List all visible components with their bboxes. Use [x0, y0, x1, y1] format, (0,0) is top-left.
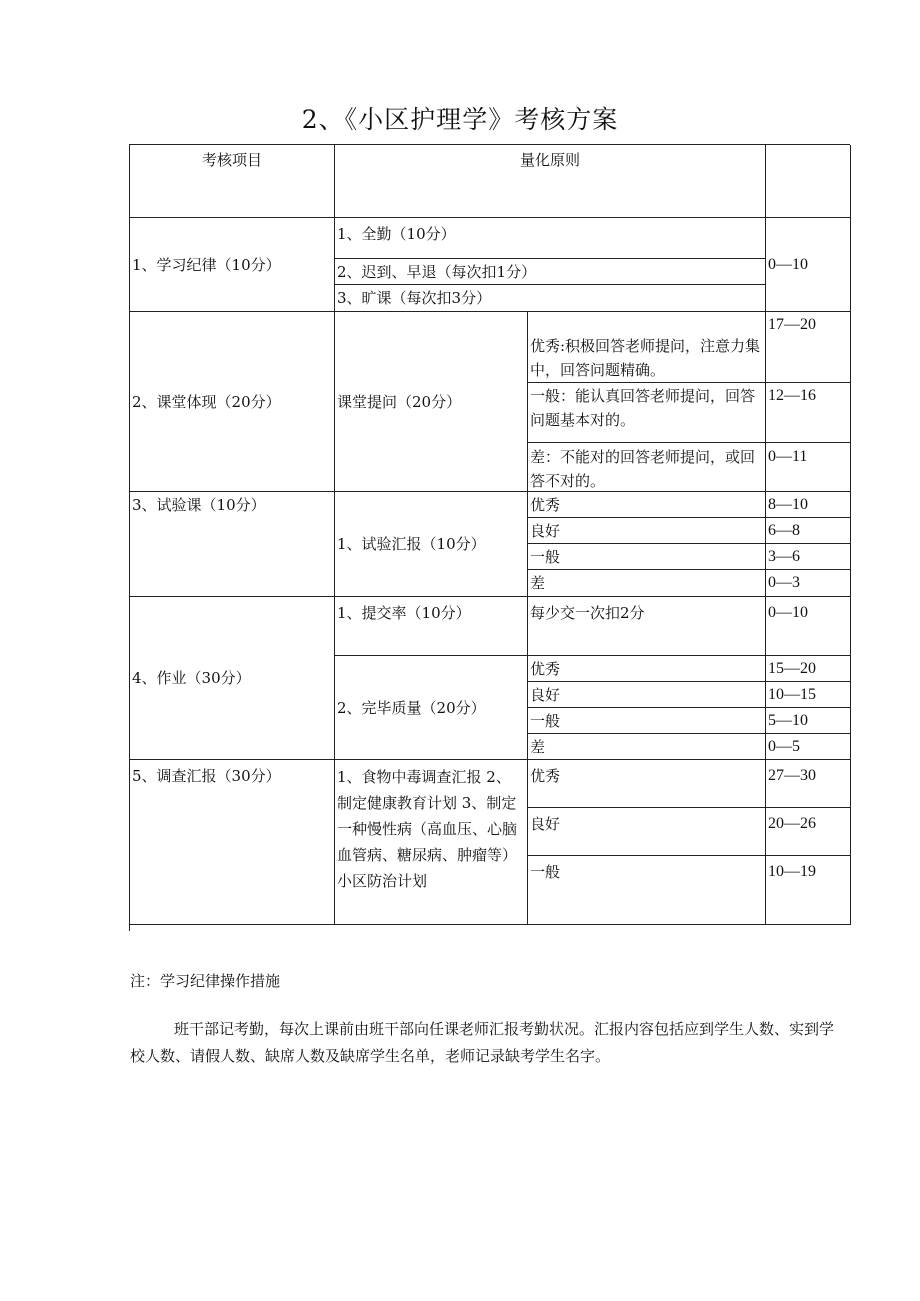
homework-level-desc: 良好 — [528, 682, 766, 708]
classroom-level-desc: 一般：能认真回答老师提问，回答问题基本对的。 — [528, 383, 766, 443]
homework-level-score: 10—15 — [766, 682, 851, 708]
section-survey: 5、调查汇报（30分） — [130, 760, 335, 925]
note-heading: 注：学习纪律操作措施 — [130, 972, 281, 990]
classroom-level-score: 12—16 — [766, 383, 851, 443]
homework-level-desc: 差 — [528, 734, 766, 760]
classroom-level-desc: 差：不能对的回答老师提问，或回答不对的。 — [528, 443, 766, 492]
lab-level-desc: 一般 — [528, 544, 766, 570]
section-classroom: 2、课堂体现（20分） — [130, 312, 335, 492]
homework-submission-desc: 每少交一次扣2分 — [528, 597, 766, 656]
lab-level-score: 0—3 — [766, 570, 851, 597]
survey-level-score: 10—19 — [766, 856, 851, 925]
homework-submission-score: 0—10 — [766, 597, 851, 656]
discipline-row-3: 3、旷课（每次扣3分） — [335, 285, 766, 312]
header-score — [766, 145, 851, 218]
classroom-level-score: 17—20 — [766, 312, 851, 383]
header-item: 考核项目 — [130, 145, 335, 218]
assessment-table — [129, 144, 850, 931]
homework-level-desc: 一般 — [528, 708, 766, 734]
lab-sub: 1、试验汇报（10分） — [335, 492, 528, 597]
discipline-row-1: 1、全勤（10分） — [335, 218, 766, 259]
survey-level-score: 27—30 — [766, 760, 851, 808]
survey-level-score: 20—26 — [766, 808, 851, 856]
homework-level-desc: 优秀 — [528, 656, 766, 682]
lab-level-score: 8—10 — [766, 492, 851, 518]
note-paragraph: 班干部记考勤，每次上课前由班干部向任课老师汇报考勤状况。汇报内容包括应到学生人数、实到学校人数、请假人数、缺席人数及缺席学生名单，老师记录缺考学生名字。 — [130, 1020, 835, 1065]
lab-level-score: 6—8 — [766, 518, 851, 544]
homework-level-score: 5—10 — [766, 708, 851, 734]
lab-level-desc: 优秀 — [528, 492, 766, 518]
lab-level-desc: 良好 — [528, 518, 766, 544]
survey-sub: 1、食物中毒调查汇报 2、制定健康教育计划 3、制定一种慢性病（高血压、心脑血管病、糖尿病、肿瘤等）小区防治计划 — [335, 760, 528, 925]
survey-level-desc: 优秀 — [528, 760, 766, 808]
discipline-score: 0—10 — [766, 218, 851, 312]
header-principle: 量化原则 — [335, 145, 766, 218]
homework-level-score: 0—5 — [766, 734, 851, 760]
lab-level-score: 3—6 — [766, 544, 851, 570]
lab-level-desc: 差 — [528, 570, 766, 597]
discipline-row-2: 2、迟到、早退（每次扣1分） — [335, 259, 766, 285]
classroom-level-desc: 优秀:积极回答老师提问，注意力集中，回答问题精确。 — [528, 312, 766, 383]
section-discipline: 1、学习纪律（10分） — [130, 218, 335, 312]
survey-level-desc: 一般 — [528, 856, 766, 925]
survey-level-desc: 良好 — [528, 808, 766, 856]
classroom-sub: 课堂提问（20分） — [335, 312, 528, 492]
classroom-level-score: 0—11 — [766, 443, 851, 492]
homework-sub-quality: 2、完毕质量（20分） — [335, 656, 528, 760]
page-title: 2、《小区护理学》考核方案 — [301, 105, 619, 134]
section-lab: 3、试验课（10分） — [130, 492, 335, 597]
section-homework: 4、作业（30分） — [130, 597, 335, 760]
homework-sub-submission: 1、提交率（10分） — [335, 597, 528, 656]
homework-level-score: 15—20 — [766, 656, 851, 682]
